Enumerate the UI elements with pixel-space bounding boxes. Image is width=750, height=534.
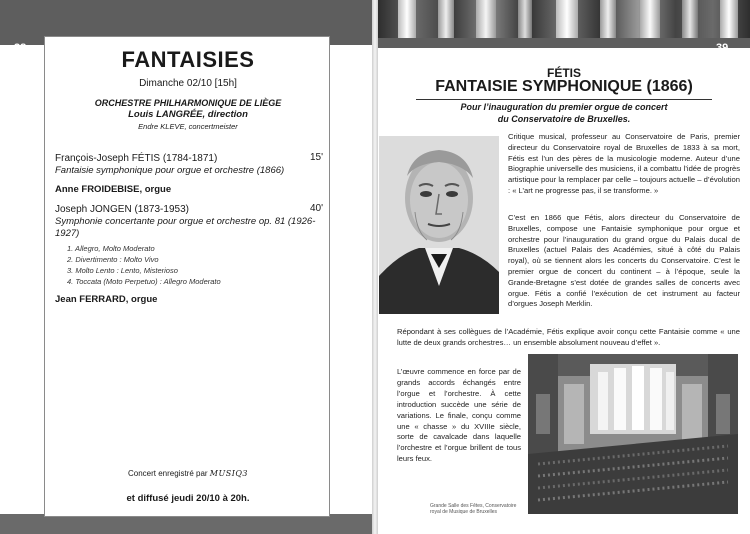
subtitle-line: Pour l’inauguration du premier orgue de concert <box>460 102 668 112</box>
work-title: Fantaisie symphonique pour orgue et orchestre (1866) <box>55 165 285 176</box>
concertmeister: Endre KLEVE, concertmeister <box>138 122 238 131</box>
recording-label: Concert enregistré par <box>127 469 208 478</box>
article-label: FÉTIS <box>546 66 581 80</box>
fetis-portrait-image <box>379 136 499 314</box>
movement-item: 3. Molto Lento : Lento, Misterioso <box>67 266 178 275</box>
movement-item: 2. Divertimento : Molto Vivo <box>67 255 159 264</box>
article-paragraph-1: Critique musical, professeur au Conservatoire de Paris, premier directeur du Conservatoire royal de Bruxelles de 1833 à sa mort, Fétis est l’un des pères de la musicologie moderne. Auteur d’une Biographie universelle des musiciens, il a combattu l’idée de progrès artistique pour la remplacer par celle – toujours actuelle – d’évolution : « L’art ne progresse pas, il se transforme. » <box>508 132 740 195</box>
subtitle-line: du Conservatoire de Bruxelles. <box>497 114 631 124</box>
work-duration: 40' <box>309 203 323 214</box>
work-composer: Joseph JONGEN (1873-1953) <box>55 204 189 215</box>
movement-item: 4. Toccata (Moto Perpetuo) : Allegro Moderato <box>67 277 221 286</box>
photo-caption: Grande Salle des Fêtes, Conservatoire royal de Musique de Bruxelles <box>430 503 517 515</box>
article-paragraph-3: Répondant à ses collègues de l’Académie, Fétis explique avoir conçu cette Fantaisie comme « une lutte de deux grands orchestres… un ensemble absolument nouveau d’effet ». <box>397 327 740 347</box>
conductor: Louis LANGRÉE, direction <box>128 109 248 120</box>
article-title: FANTAISIE SYMPHONIQUE (1866) <box>435 78 693 95</box>
title-rule <box>416 99 712 100</box>
right-page-number: 39 <box>716 42 729 54</box>
movement-list <box>67 243 325 287</box>
work-composer: François-Joseph FÉTIS (1784-1871) <box>55 153 218 164</box>
organ-hall-banner-image <box>378 0 750 48</box>
work-duration: 15' <box>309 152 323 163</box>
article-paragraph-4: L’œuvre commence en force par de grands accords échangés entre l’orgue et l’orchestre. À cette introduction succède une série de variations. Le finale, conçu comme une « chasse » du XVIIIe siècle, sorte de cavalcade dans laquelle l’orchestre et l’orgue brillent de tous leurs feux. <box>397 367 521 464</box>
broadcast-info: et diffusé jeudi 20/10 à 20h. <box>126 493 250 504</box>
work-fetis <box>55 152 325 196</box>
concert-date: Dimanche 02/10 [15h] <box>139 78 237 89</box>
work-performer: Jean FERRARD, orgue <box>55 294 158 305</box>
article-subtitle <box>378 101 750 125</box>
program-title: FANTAISIES <box>121 47 255 72</box>
program-box <box>44 36 330 517</box>
left-page-footer-band <box>0 514 372 534</box>
work-jongen <box>55 203 325 306</box>
work-title: Symphonie concertante pour orgue et orchestre op. 81 (1926-1927) <box>55 216 316 239</box>
work-performer: Anne FROIDEBISE, orgue <box>55 184 172 195</box>
movement-item: 1. Allegro, Molto Moderato <box>67 244 155 253</box>
concert-hall-photo <box>528 354 738 514</box>
orchestra-name: ORCHESTRE PHILHARMONIQUE DE LIÈGE <box>94 98 282 108</box>
left-page-number: 38 <box>14 42 27 54</box>
musiq3-logo: MUSIQ3 <box>209 469 249 478</box>
article-paragraph-2: C’est en 1866 que Fétis, alors directeur du Conservatoire de Bruxelles, compose une Fantaisie symphonique pour orgue et orchestre pour l’inauguration du grand orgue du Palais ducal de Bruxelles (actuel Palais des Académies, situé à côté du Palais royal), où se tiennent alors les concerts du Conservatoire. C’est le premier orgue de concert du continent – à l’époque, seule la Grande-Bretagne s’est dotée de grandes salles de concerts avec orgue. Fétis a confié l’exécution de cet instrument au facteur d’orgues Joseph Merklin. <box>508 213 740 309</box>
recording-credit <box>45 469 331 478</box>
